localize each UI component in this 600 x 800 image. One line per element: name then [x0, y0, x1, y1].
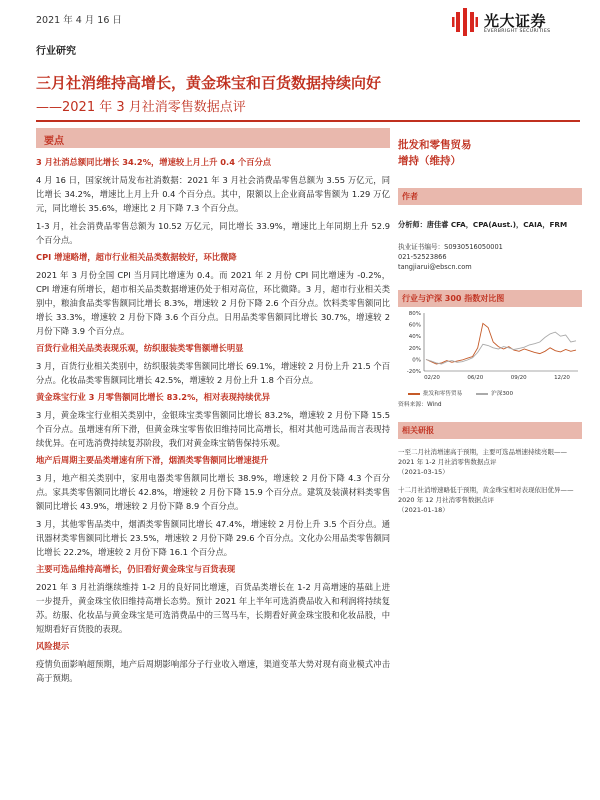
risk-heading: 风险提示 — [36, 641, 70, 651]
author-header: 作者 — [398, 188, 582, 205]
chart-svg — [398, 307, 582, 385]
related-report-date: （2021-03-15） — [398, 468, 449, 476]
logo-text-en: EVERBRIGHT SECURITIES — [484, 29, 551, 34]
report-subtitle: ——2021 年 3 月社消零售数据点评 — [36, 100, 246, 115]
related-report-title[interactable]: 一至二月社消增速高于预期，主要可选品增速持续亮眼——2021 年 1-2 月社消零售数据点评 — [398, 448, 567, 466]
section-paragraph: 2021 年 3 月份全国 CPI 当月同比增速为 0.4。而 2021 年 2 月份 CPI 同比增速为 -0.2%，CPI 增速有所增长，超市相关品类数据增速仍处于相对高位，环比微降。3 月，超市行业相关类别中，粮油食品类零售额同比增长 8.3%，增速较 2 月份下降 2.6 个百分点。饮料类零售额同比增长 33.3%，增速较 2 月份下降 3.6 个百分点。日用品类零售额同比增长 30.7%，增速较 2 月份下降 3.9 个百分点。 — [36, 270, 390, 336]
section-heading: 地产后周期主要品类增速有所下滑，烟酒类零售额同比增速提升 — [36, 455, 269, 465]
series-line-csi300 — [426, 332, 576, 364]
x-tick-label: 12/20 — [554, 375, 570, 381]
sidebar — [398, 128, 582, 515]
section-paragraph: 3 月，黄金珠宝行业相关类别中，金银珠宝类零售额同比增长 83.2%，增速较 2 月份下降 15.5 个百分点。虽增速有所下滑，但黄金珠宝零售依旧维持同比高增长，相对其他可选品而言表现持续优异。在可选消费持续复苏阶段，我们对黄金珠宝销售保持乐观。 — [36, 410, 390, 448]
main-column — [36, 128, 390, 689]
related-reports-header: 相关研报 — [398, 422, 582, 439]
x-tick-label: 06/20 — [467, 375, 484, 381]
section-heading: 3 月社消总额同比增长 34.2%，增速较上月上升 0.4 个百分点 — [36, 157, 272, 167]
license-number: 执业证书编号：S0930516050001 — [398, 243, 503, 251]
title-divider — [36, 120, 580, 122]
section-heading: 主要可选品维持高增长，仍旧看好黄金珠宝与百货表现 — [36, 564, 236, 574]
report-title: 三月社消维持高增长，黄金珠宝和百货数据持续向好 — [36, 74, 382, 92]
index-comparison-chart — [398, 307, 582, 389]
section-heading: CPI 增速略增，超市行业相关品类数据较好，环比微降 — [36, 252, 237, 262]
legend-swatch — [408, 393, 420, 395]
legend-item-csi300 — [476, 389, 513, 397]
section-paragraph: 3 月，地产相关类别中，家用电器类零售额同比增长 38.9%，增速较 2 月份下降 4.3 个百分点。家具类零售额同比增长 42.8%，增速较 2 月份下降 15.9 个百分点。建筑及装潢材料类零售额同比增长 43.9%，增速较 2 月份下降 8.9 个百分点。 — [36, 473, 390, 511]
section-paragraph: 1-3 月，社会消费品零售总额为 10.52 万亿元，同比增长 33.9%，增速比上年同期上升 52.9 个百分点。 — [36, 221, 390, 245]
rating-value: 增持（维持） — [398, 155, 461, 167]
everbright-logo-icon — [452, 8, 478, 36]
analyst-name: 分析师：唐佳睿 CFA，CPA(Aust.)，CAIA，FRM — [398, 220, 568, 229]
y-tick-label: 80% — [408, 311, 421, 317]
section-paragraph: 3 月，其他零售品类中，烟酒类零售额同比增长 47.4%，增速较 2 月份上升 3.5 个百分点。通讯器材类零售额同比增长 23.5%，增速较 2 月份下降 29.6 个百分点。文化办公用品类零售额同比增长 22.2%，增速较 2 月份下降 16.1 个百分点。 — [36, 519, 390, 557]
chart-source: 资料来源：Wind — [398, 402, 442, 408]
y-tick-label: 20% — [408, 345, 421, 352]
section-paragraph: 3 月，百货行业相关类别中，纺织服装类零售额同比增长 69.1%，增速较 2 月份上升 21.5 个百分点。化妆品类零售额同比增长 42.5%，增速较 2 月份上升 1.8 个百分点。 — [36, 361, 390, 385]
related-report-item[interactable] — [398, 485, 582, 515]
section-heading: 黄金珠宝行业 3 月零售额同比增长 83.2%，相对表现持续优异 — [36, 392, 271, 402]
report-category: 行业研究 — [36, 46, 76, 57]
section-heading: 百货行业相关品类表现乐观，纺织服装类零售额增长明显 — [36, 343, 244, 353]
section-paragraph: 4 月 16 日，国家统计局发布社消数据：2021 年 3 月社会消费品零售总额为 3.55 万亿元，同比增长 34.2%，增速比上月上升 0.4 个百分点。其中，限额以上企业商品零售额为 1.29 万亿元，同比增长 35.6%，增速比 2 月下降 7.3 个百分点。 — [36, 175, 390, 213]
legend-item-industry — [408, 389, 462, 397]
logo-text-cn: 光大证券 — [484, 12, 547, 30]
legend-swatch — [476, 393, 488, 395]
y-tick-label: 0% — [412, 357, 421, 364]
legend-label: 批发和零售贸易 — [423, 391, 463, 397]
risk-paragraph: 疫情负面影响超预期，地产后周期影响部分子行业收入增速，渠道变革大势对现有商业模式冲击高于预期。 — [36, 659, 390, 683]
x-tick-label: 09/20 — [510, 375, 527, 381]
chart-header: 行业与沪深 300 指数对比图 — [398, 290, 582, 307]
x-tick-label: 02/20 — [424, 375, 440, 381]
related-report-date: （2021-01-18） — [398, 506, 449, 514]
y-tick-label: 40% — [408, 334, 421, 341]
y-tick-label: -20% — [406, 369, 421, 375]
rating-industry: 批发和零售贸易 — [398, 139, 472, 151]
company-logo — [452, 8, 572, 38]
series-line-industry — [426, 323, 576, 364]
analyst-phone: 021-52523866 — [398, 253, 447, 261]
legend-label: 沪深300 — [491, 391, 514, 397]
related-report-item[interactable] — [398, 447, 582, 477]
analyst-email: tangjiarui@ebscn.com — [398, 263, 472, 271]
chart-legend — [408, 389, 582, 397]
related-report-title[interactable]: 十二月社消增速略低于预期，黄金珠宝相对表现依旧优异——2020 年 12 月社消零售数据点评 — [398, 486, 574, 504]
key-points-header: 要点 — [36, 128, 390, 148]
section-paragraph: 2021 年 3 月社消继续维持 1-2 月的良好同比增速，百货品类增长在 1-2 月高增速的基础上进一步提升，黄金珠宝依旧维持高增长态势。预计 2021 年上半年可选消费品收入和利润将持续复苏。纺服、化妆品与黄金珠宝是可选消费品中的三驾马车，长期看好黄金珠宝股和化妆品股，中短期看好百货股的表现。 — [36, 582, 390, 634]
report-date: 2021 年 4 月 16 日 — [36, 15, 122, 26]
y-tick-label: 60% — [408, 322, 421, 329]
